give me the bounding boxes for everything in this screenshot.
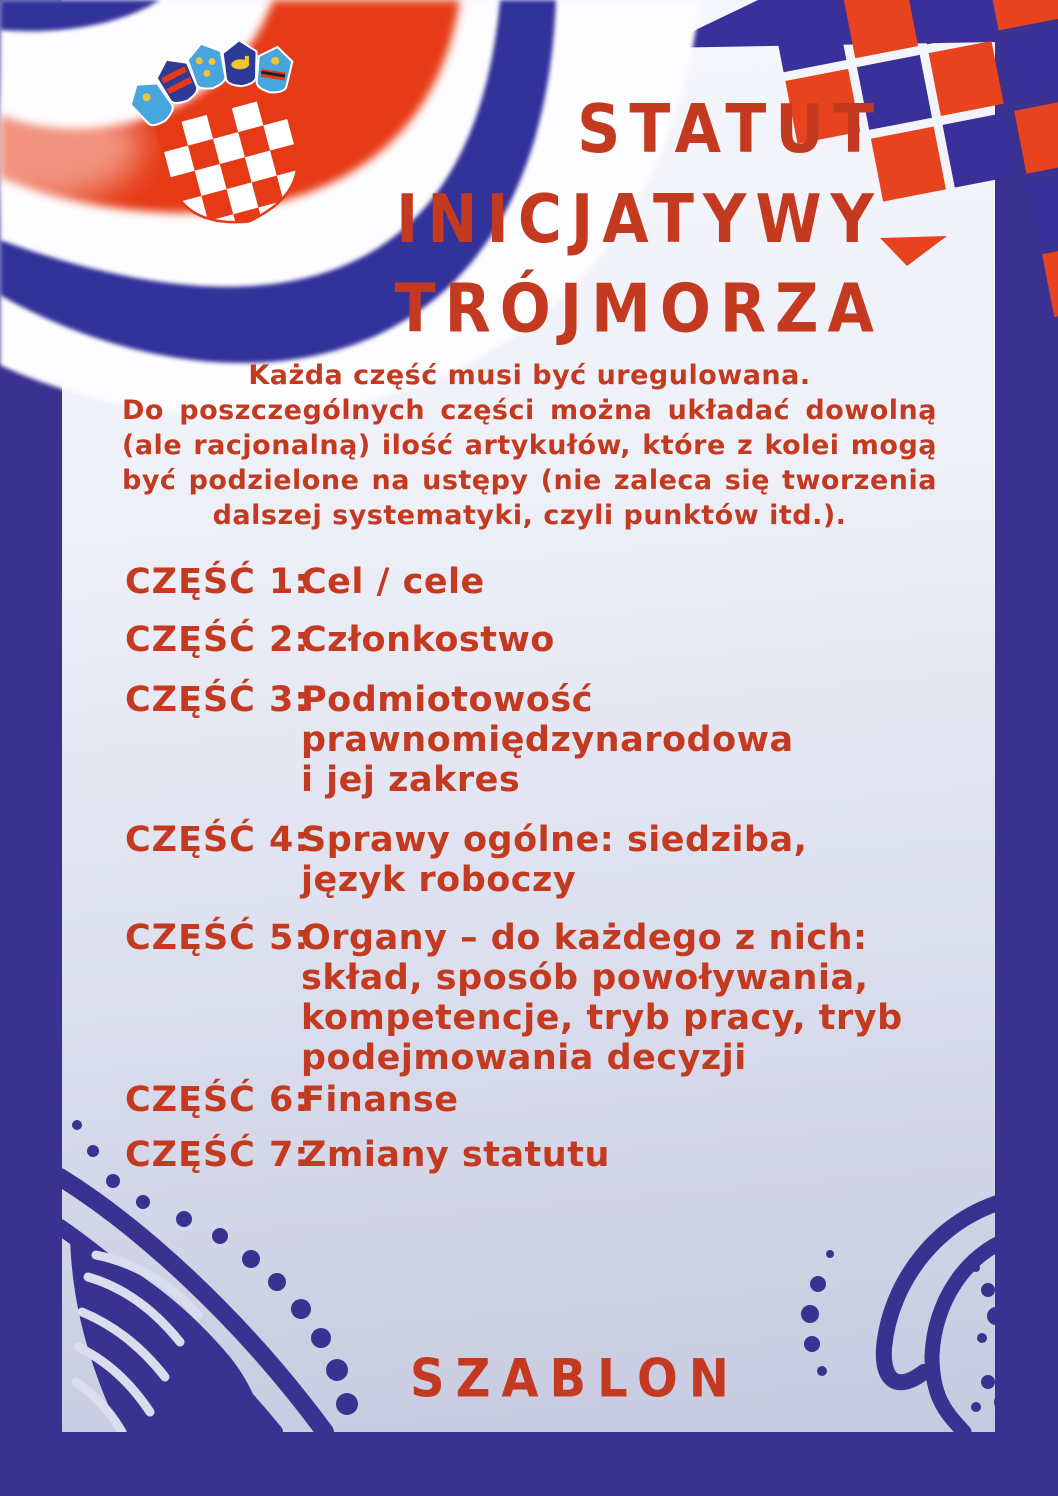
- part-row: [125, 680, 955, 800]
- part-row: [125, 918, 955, 1078]
- part-label: CZĘŚĆ 3:: [125, 680, 310, 720]
- part-text-line: podejmowania decyzji: [301, 1038, 747, 1078]
- part-text-line: prawnomiędzynarodowa: [301, 720, 794, 760]
- title-line: INICJATYWY: [395, 180, 883, 259]
- intro-line: być podzielone na ustępy (nie zaleca się tworzenia: [122, 465, 937, 496]
- intro-line: dalszej systematyki, czyli punktów itd.).: [212, 500, 847, 531]
- part-text-line: kompetencje, tryb pracy, tryb: [301, 998, 903, 1038]
- part-text-line: Zmiany statutu: [301, 1135, 610, 1175]
- part-row: [125, 820, 955, 900]
- intro-line: Do poszczególnych części można układać dowolną: [122, 395, 937, 426]
- part-row: [125, 620, 955, 660]
- part-text-line: Członkostwo: [301, 620, 555, 660]
- part-row: [125, 562, 955, 602]
- intro-line: Każda część musi być uregulowana.: [248, 360, 811, 391]
- part-text-line: Cel / cele: [301, 562, 485, 602]
- part-text-line: Finanse: [301, 1080, 459, 1120]
- part-text-line: język roboczy: [301, 860, 577, 900]
- part-label: CZĘŚĆ 7:: [125, 1135, 310, 1175]
- parts-list: [125, 562, 955, 1175]
- swoosh-corner-ornament-icon: [798, 1150, 1013, 1432]
- part-label: CZĘŚĆ 6:: [125, 1080, 310, 1120]
- title-line: STATUT: [577, 90, 883, 169]
- title-line: TRÓJMORZA: [394, 269, 883, 349]
- page-title: [395, 85, 883, 354]
- part-label: CZĘŚĆ 2:: [125, 620, 310, 660]
- page-border-bottom: [0, 1432, 1058, 1496]
- part-text-line: Organy – do każdego z nich:: [301, 918, 868, 958]
- part-row: [125, 1080, 955, 1120]
- part-label: CZĘŚĆ 5:: [125, 918, 310, 958]
- part-text-line: Podmiotowość: [301, 680, 593, 720]
- part-label: CZĘŚĆ 4:: [125, 820, 310, 860]
- footer-label: SZABLON: [410, 1348, 740, 1410]
- part-label: CZĘŚĆ 1:: [125, 562, 310, 602]
- intro-line: (ale racjonalną) ilość artykułów, które z kolei mogą: [122, 430, 937, 461]
- part-text-line: skład, sposób powoływania,: [301, 958, 869, 998]
- intro-paragraph: [122, 358, 937, 533]
- part-text-line: Sprawy ogólne: siedziba,: [301, 820, 808, 860]
- part-text-line: i jej zakres: [301, 760, 521, 800]
- part-row: [125, 1135, 955, 1175]
